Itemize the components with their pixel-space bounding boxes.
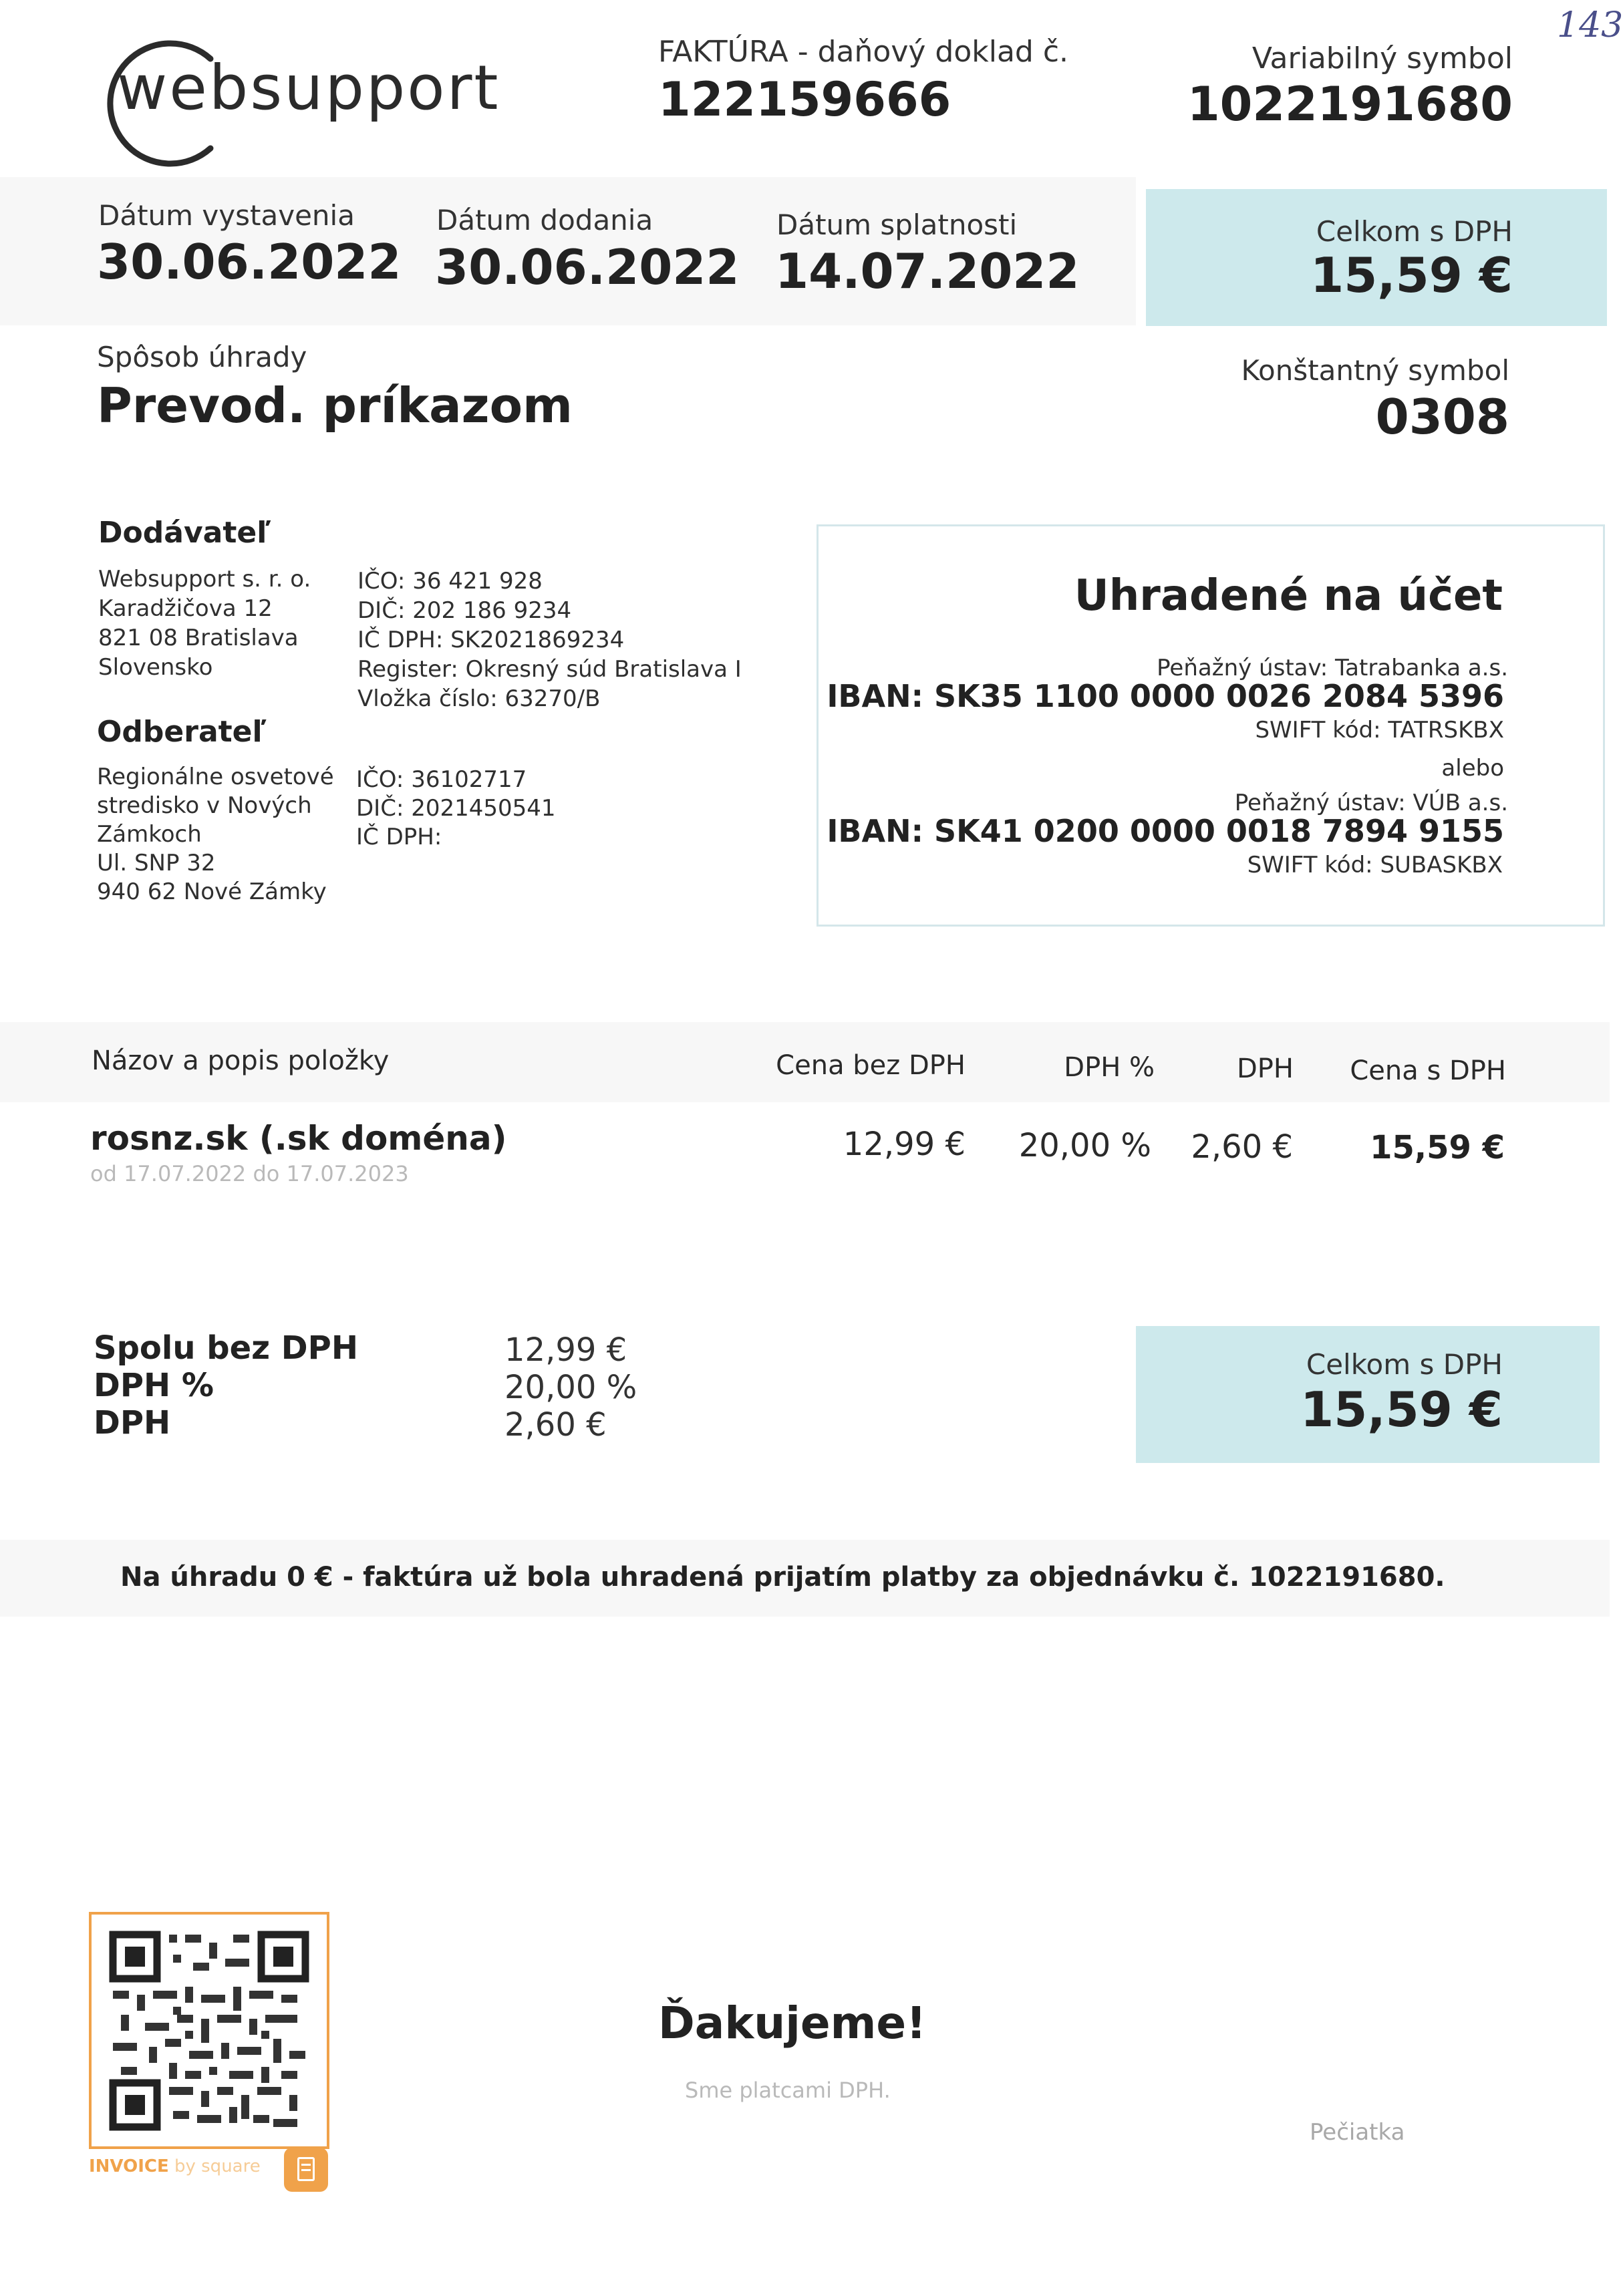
summary-net-label: Spolu bez DPH bbox=[94, 1329, 358, 1367]
invoice-number: 122159666 bbox=[658, 72, 951, 127]
customer-line: stredisko v Nových bbox=[97, 792, 312, 819]
customer-id-line: IČ DPH: bbox=[356, 824, 442, 850]
total-top-label: Celkom s DPH bbox=[1316, 215, 1513, 248]
stamp-label: Pečiatka bbox=[1310, 2119, 1405, 2146]
qr-brand-label bbox=[89, 2156, 261, 2176]
customer-line: Zámkoch bbox=[97, 821, 202, 848]
supplier-id-line: Register: Okresný súd Bratislava I bbox=[357, 656, 742, 683]
bank-or: alebo bbox=[1441, 755, 1504, 782]
col-header-net: Cena bez DPH bbox=[776, 1050, 966, 1081]
supplier-id-line: IČ DPH: SK2021869234 bbox=[357, 627, 625, 653]
col-header-vat-pct: DPH % bbox=[1064, 1052, 1155, 1083]
logo-wordmark: websupport bbox=[117, 52, 500, 124]
total-top-value: 15,59 € bbox=[1310, 247, 1513, 303]
bank2-name: Peňažný ústav: VÚB a.s. bbox=[1234, 790, 1508, 816]
websupport-logo bbox=[97, 27, 498, 160]
summary-vat-label: DPH bbox=[94, 1404, 171, 1442]
customer-ids bbox=[356, 766, 556, 852]
summary-vat-pct-label: DPH % bbox=[94, 1367, 214, 1404]
col-header-name: Názov a popis položky bbox=[92, 1045, 390, 1076]
vat-payer-note: Sme platcami DPH. bbox=[685, 2078, 891, 2103]
payment-method: Prevod. príkazom bbox=[97, 377, 573, 434]
summary-labels bbox=[94, 1329, 358, 1442]
constant-symbol-label: Konštantný symbol bbox=[1241, 354, 1509, 387]
bank1-iban: IBAN: SK35 1100 0000 0026 2084 5396 bbox=[827, 678, 1504, 714]
bank-title: Uhradené na účet bbox=[1074, 571, 1503, 621]
supplier-ids bbox=[357, 566, 742, 713]
summary-net-value: 12,99 € bbox=[504, 1331, 627, 1369]
thanks-heading: Ďakujeme! bbox=[658, 1997, 927, 2049]
customer-id-line: IČO: 36102717 bbox=[356, 766, 527, 793]
item-net: 12,99 € bbox=[843, 1126, 966, 1163]
item-name: rosnz.sk (.sk doména) bbox=[90, 1119, 507, 1158]
supplier-line: Slovensko bbox=[98, 654, 213, 681]
handwritten-note: 143 bbox=[1557, 5, 1623, 45]
issued-label: Dátum vystavenia bbox=[98, 199, 355, 232]
item-vat-pct: 20,00 % bbox=[1018, 1127, 1151, 1164]
customer-title: Odberateľ bbox=[97, 715, 267, 749]
issued-date: 30.06.2022 bbox=[97, 234, 402, 290]
supplier-id-line: DIČ: 202 186 9234 bbox=[357, 597, 572, 624]
variable-symbol-label: Variabilný symbol bbox=[1251, 41, 1513, 75]
item-vat: 2,60 € bbox=[1191, 1128, 1293, 1166]
summary-values bbox=[504, 1331, 637, 1444]
supplier-line: Karadžičova 12 bbox=[98, 595, 273, 622]
customer-line: 940 62 Nové Zámky bbox=[97, 878, 327, 905]
customer-id-line: DIČ: 2021450541 bbox=[356, 795, 556, 822]
bank1-name: Peňažný ústav: Tatrabanka a.s. bbox=[1157, 655, 1508, 681]
customer-address bbox=[97, 763, 334, 907]
qr-brand-by-square: by square bbox=[174, 2156, 261, 2176]
qr-code-icon bbox=[109, 1931, 309, 2131]
supplier-id-line: IČO: 36 421 928 bbox=[357, 568, 543, 595]
qr-frame bbox=[89, 1912, 329, 2149]
bank1-swift: SWIFT kód: TATRSKBX bbox=[1255, 717, 1504, 744]
summary-vat-pct-value: 20,00 % bbox=[504, 1369, 637, 1406]
total-bottom-value: 15,59 € bbox=[1300, 1381, 1503, 1438]
invoice-label: FAKTÚRA - daňový doklad č. bbox=[658, 35, 1069, 69]
payment-notice: Na úhradu 0 € - faktúra už bola uhradená prijatím platby za objednávku č. 1022191680. bbox=[120, 1562, 1445, 1593]
customer-line: Ul. SNP 32 bbox=[97, 850, 216, 876]
qr-brand-invoice: INVOICE bbox=[89, 2156, 169, 2176]
total-bottom-label: Celkom s DPH bbox=[1306, 1348, 1503, 1381]
supplier-line: Websupport s. r. o. bbox=[98, 566, 311, 593]
supplier-title: Dodávateľ bbox=[98, 516, 271, 550]
constant-symbol-value: 0308 bbox=[1375, 389, 1509, 445]
summary-vat-value: 2,60 € bbox=[504, 1406, 607, 1444]
bank2-iban: IBAN: SK41 0200 0000 0018 7894 9155 bbox=[827, 813, 1504, 849]
due-date: 14.07.2022 bbox=[775, 243, 1080, 299]
variable-symbol-value: 1022191680 bbox=[1187, 77, 1513, 132]
col-header-gross: Cena s DPH bbox=[1350, 1055, 1506, 1086]
delivered-date: 30.06.2022 bbox=[435, 239, 740, 295]
invoice-doc-icon bbox=[284, 2148, 328, 2192]
customer-line: Regionálne osvetové bbox=[97, 764, 334, 790]
item-gross: 15,59 € bbox=[1370, 1129, 1505, 1166]
due-label: Dátum splatnosti bbox=[776, 208, 1018, 241]
bank2-swift: SWIFT kód: SUBASKBX bbox=[1247, 852, 1503, 878]
item-period: od 17.07.2022 do 17.07.2023 bbox=[90, 1161, 409, 1186]
col-header-vat: DPH bbox=[1237, 1053, 1294, 1084]
supplier-line: 821 08 Bratislava bbox=[98, 625, 299, 651]
payment-method-label: Spôsob úhrady bbox=[97, 341, 307, 373]
supplier-address bbox=[98, 564, 311, 682]
supplier-id-line: Vložka číslo: 63270/B bbox=[357, 685, 601, 712]
delivered-label: Dátum dodania bbox=[436, 204, 653, 236]
